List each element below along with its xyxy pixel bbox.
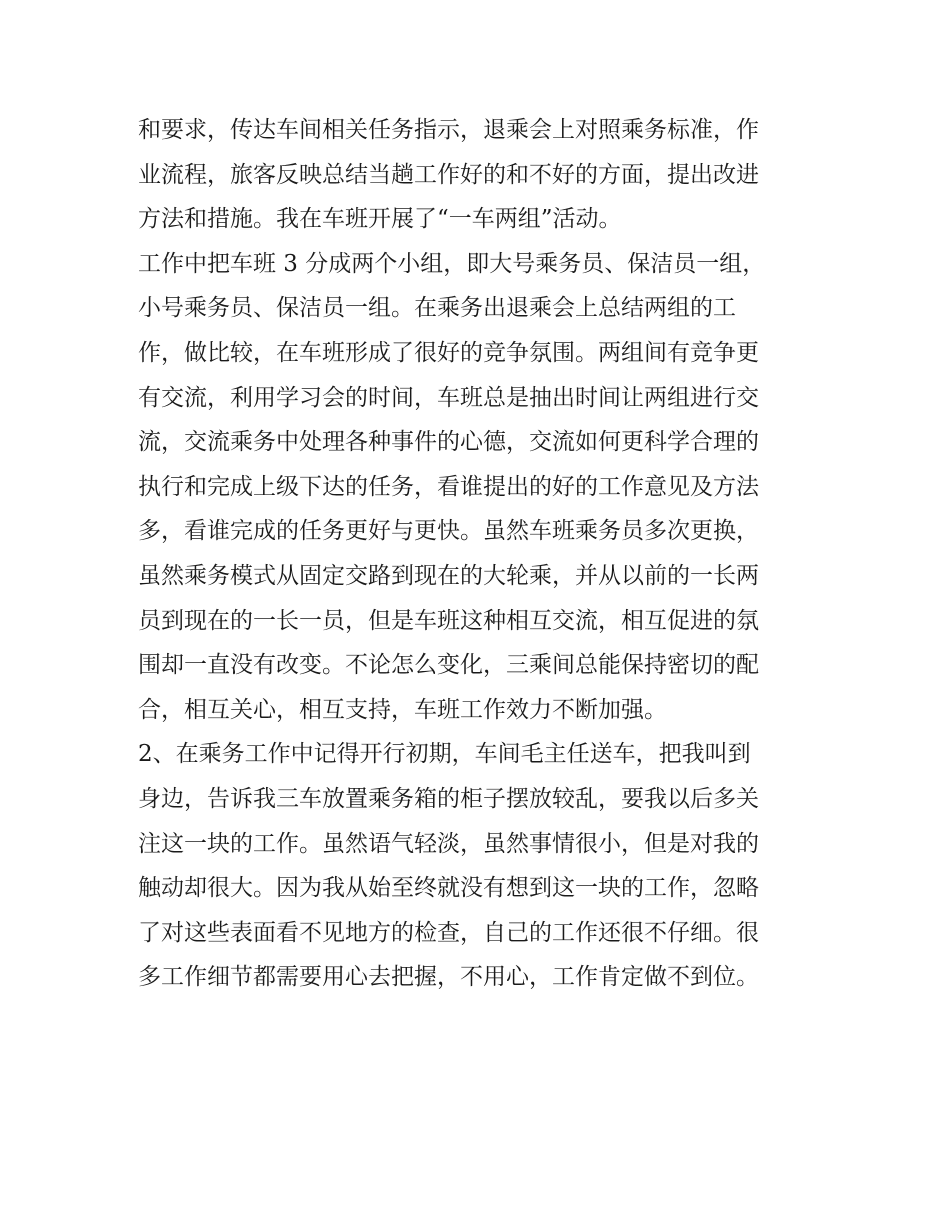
text-line: 员到现在的一长一员，但是车班这种相互交流，相互促进的氛 [138, 607, 759, 634]
text-line: 作，做比较，在车班形成了很好的竞争氛围。两组间有竞争更 [138, 339, 759, 366]
text-line: 多，看谁完成的任务更好与更快。虽然车班乘务员多次更换， [138, 518, 759, 545]
text-line: 工作中把车班 3 分成两个小组，即大号乘务员、保洁员一组， [138, 250, 766, 277]
text-line: 和要求，传达车间相关任务指示，退乘会上对照乘务标准，作 [138, 117, 759, 143]
text-line: 虽然乘务模式从固定交路到现在的大轮乘，并从以前的一长两 [138, 562, 759, 589]
text-line: 多工作细节都需要用心去把握，不用心，工作肯定做不到位。 [138, 964, 759, 991]
text-line: 流，交流乘务中处理各种事件的心德，交流如何更科学合理的 [138, 429, 759, 456]
text-line: 执行和完成上级下达的任务，看谁提出的好的工作意见及方法 [138, 473, 759, 500]
text-line: 方法和措施。我在车班开展了“一车两组”活动。 [138, 206, 622, 233]
text-line: 触动却很大。因为我从始至终就没有想到这一块的工作，忽略 [138, 875, 759, 902]
text-line: 有交流，利用学习会的时间，车班总是抽出时间让两组进行交 [138, 384, 759, 411]
text-line: 2、在乘务工作中记得开行初期，车间毛主任送车，把我叫到 [138, 741, 751, 768]
text-line: 身边，告诉我三车放置乘务箱的柜子摆放较乱，要我以后多关 [138, 785, 759, 812]
text-line: 围却一直没有改变。不论怎么变化，三乘间总能保持密切的配 [138, 652, 759, 679]
text-line: 注这一块的工作。虽然语气轻淡，虽然事情很小，但是对我的 [138, 830, 759, 857]
text-line: 小号乘务员、保洁员一组。在乘务出退乘会上总结两组的工 [138, 295, 736, 322]
text-line: 合，相互关心，相互支持，车班工作效力不断加强。 [138, 696, 667, 723]
body-text [138, 108, 818, 1000]
text-line: 业流程，旅客反映总结当趟工作好的和不好的方面，提出改进 [138, 161, 759, 188]
text-line: 了对这些表面看不见地方的检查，自己的工作还很不仔细。很 [138, 919, 759, 946]
